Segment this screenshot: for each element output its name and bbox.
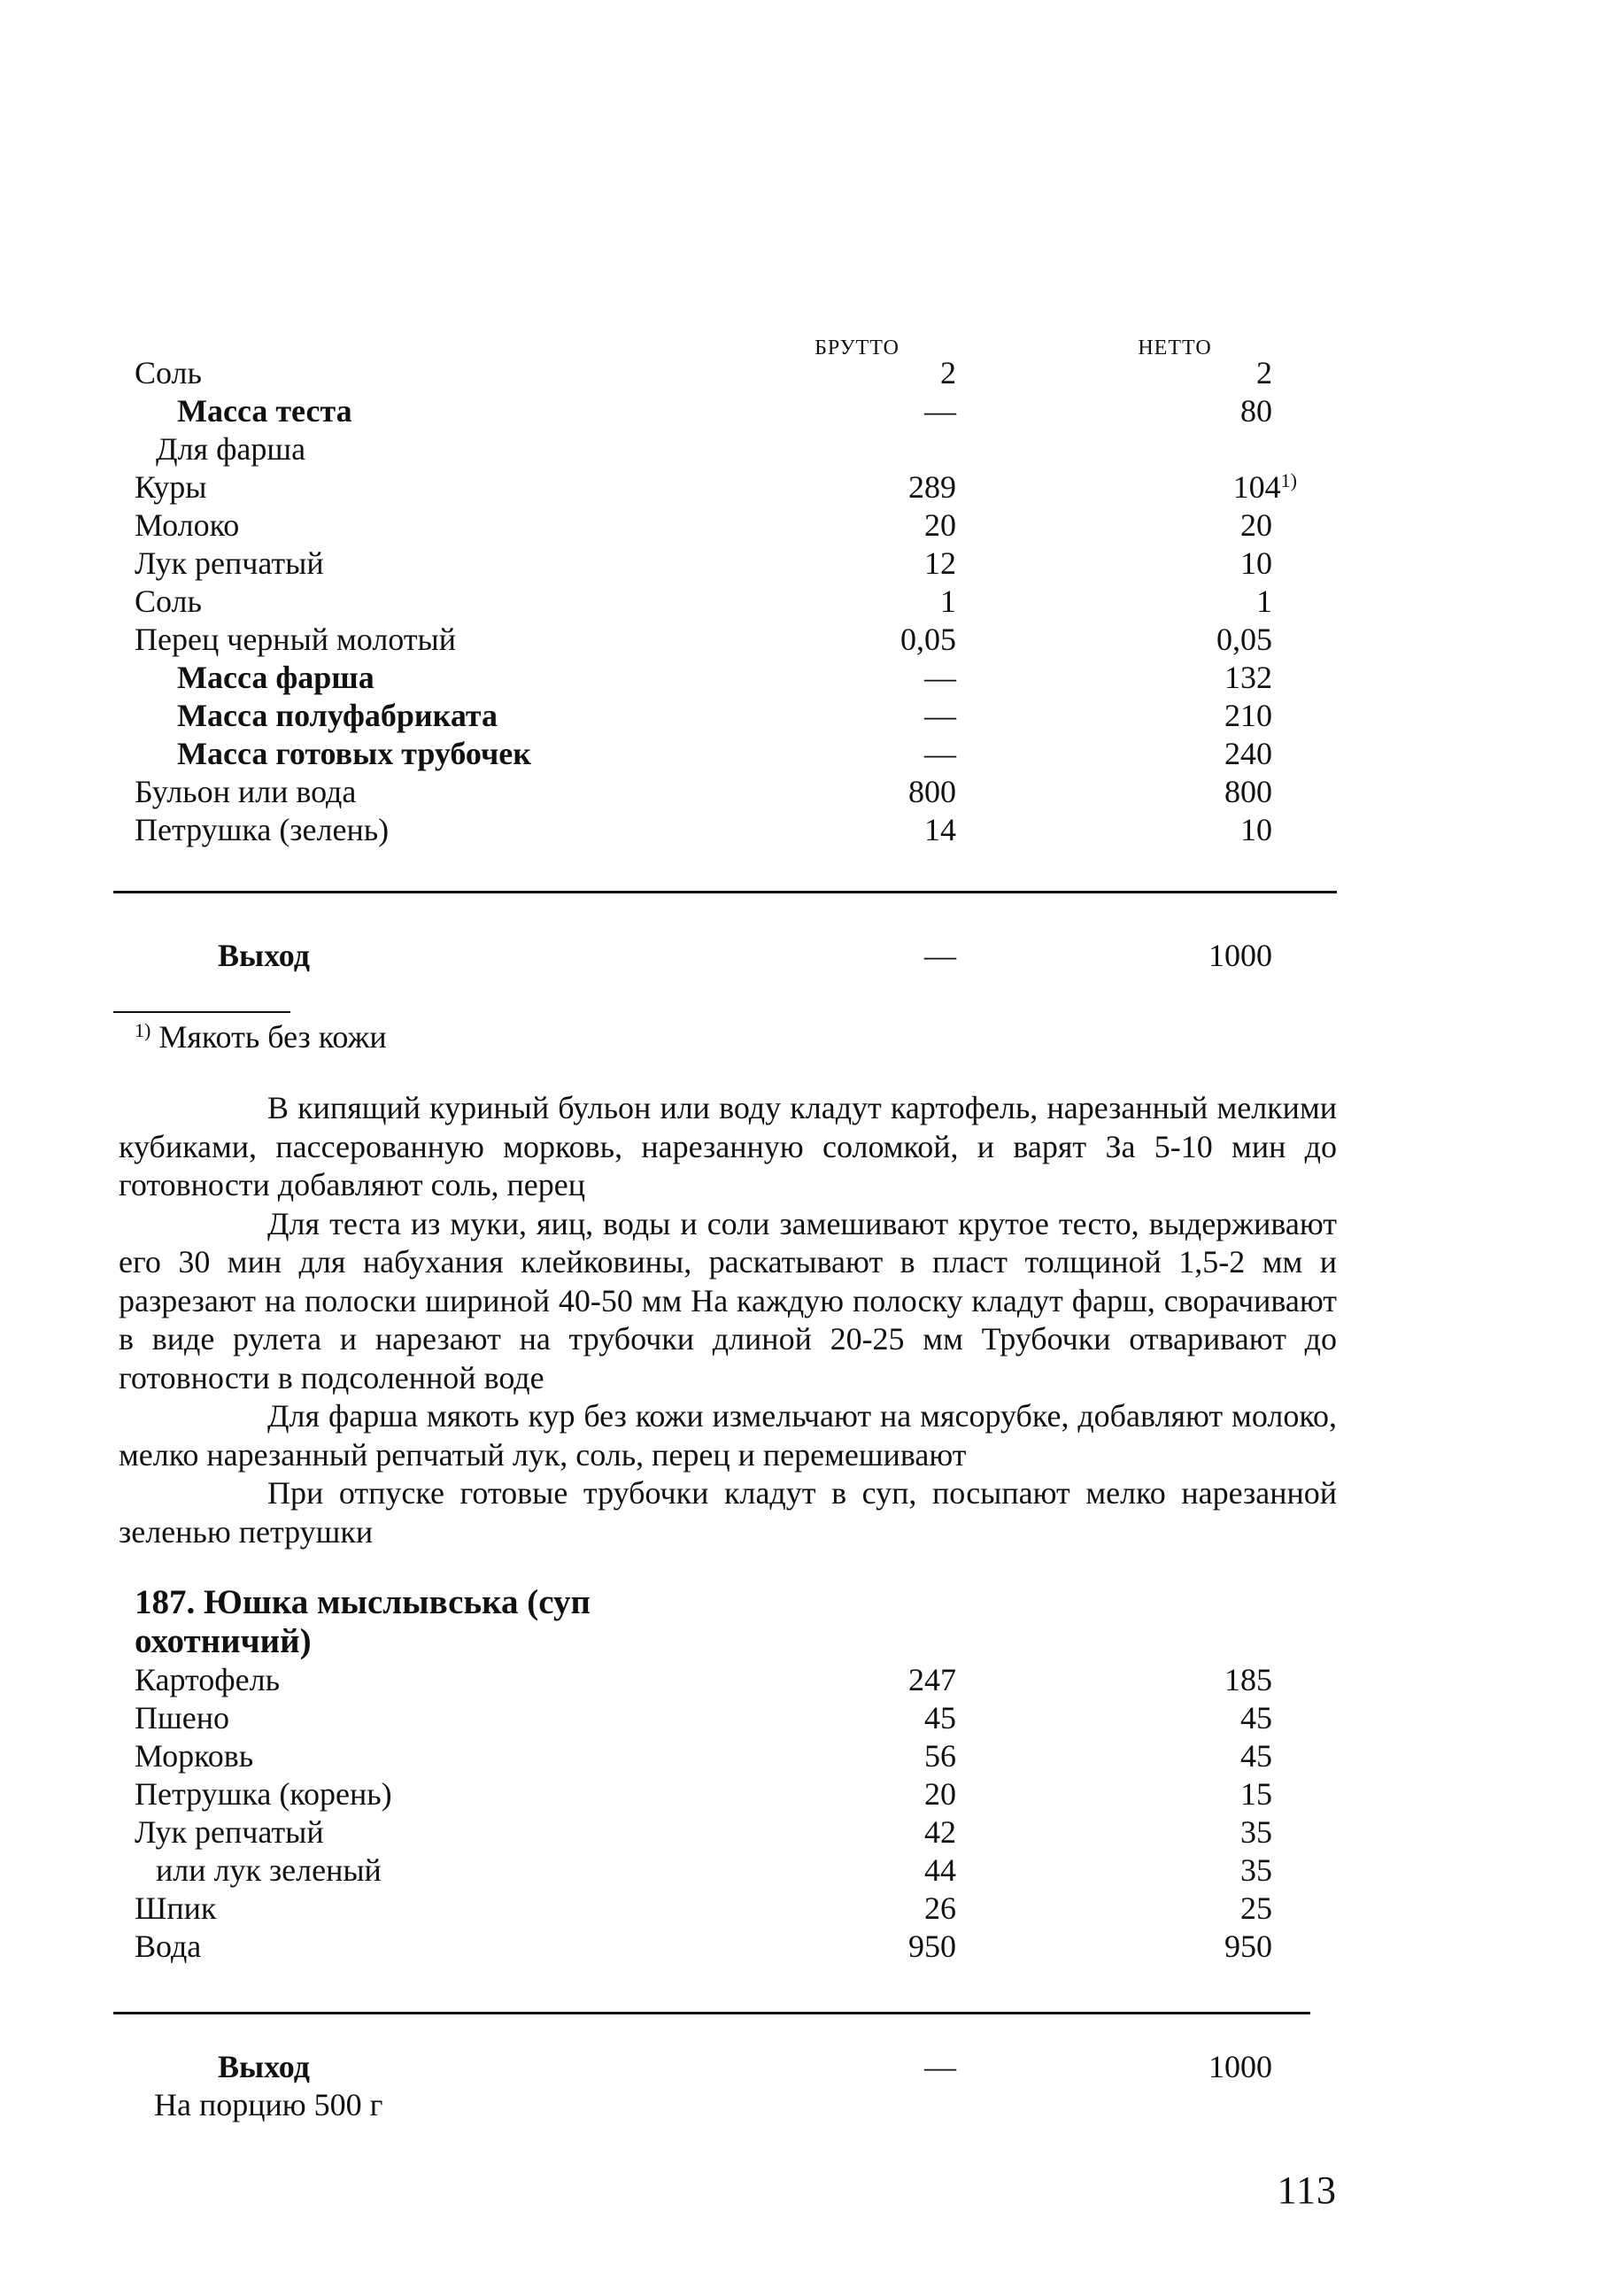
brutto-value: 0,05 [900, 622, 956, 657]
netto-number: 35 [1240, 1852, 1272, 1888]
netto-value [1139, 583, 1272, 621]
ingredient-name: Бульон или вода [135, 774, 357, 809]
netto-number: 45 [1240, 1738, 1272, 1774]
brutto-value: 45 [924, 1700, 956, 1736]
netto-value [1139, 1813, 1272, 1851]
netto-value [1139, 545, 1272, 583]
table-row [135, 1775, 1272, 1813]
paragraph: Для теста из муки, яиц, воды и соли замешивают крутое тесто, выдерживают его 30 мин для набухания клейковины, раскатывают в пласт толщиной 1,5-2 мм и разрезают на полоски шириной 40-50 мм На каждую полоску кладут фарш, сворачивают в виде рулета и нарезают на трубочки длиной 20-25 мм Трубочки отваривают до готовности в подсоленной воде [119, 1205, 1337, 1395]
brutto-value: 800 [908, 774, 956, 809]
netto-value [1139, 621, 1272, 659]
page-number: 113 [1277, 2168, 1337, 2212]
table-row [135, 1890, 1272, 1928]
table-row [135, 697, 1272, 735]
netto-value [1139, 354, 1272, 392]
netto-value [1139, 1737, 1272, 1775]
brutto-value: — [924, 660, 956, 695]
netto-number: 35 [1240, 1814, 1272, 1850]
ingredient-name: Соль [135, 584, 202, 619]
netto-value [1139, 468, 1297, 506]
output-label: Выход [218, 2049, 310, 2084]
ingredient-name: Лук репчатый [135, 545, 324, 581]
netto-value [1139, 735, 1272, 773]
netto-value [1139, 697, 1272, 735]
ingredient-name: Масса полуфабриката [177, 698, 498, 733]
table-row [135, 430, 1241, 468]
table-row [135, 621, 1272, 659]
table-row [135, 1813, 1272, 1851]
table-row [135, 659, 1272, 697]
netto-value [1139, 1661, 1272, 1699]
ingredient-name: Молоко [135, 507, 240, 543]
table-divider [113, 2012, 1310, 2014]
netto-value [1139, 1851, 1272, 1890]
column-headers [0, 329, 1606, 359]
brutto-value: 247 [908, 1662, 956, 1697]
table-row [135, 506, 1272, 545]
table-row [135, 545, 1272, 583]
footnote-divider [113, 1011, 290, 1013]
footnote-mark: 1) [1280, 469, 1297, 491]
table-row [135, 811, 1272, 849]
brutto-value: 20 [924, 1776, 956, 1812]
netto-number: 15 [1240, 1776, 1272, 1812]
ingredient-name: Петрушка (зелень) [135, 812, 390, 847]
output-brutto: — [924, 938, 956, 973]
table-row [135, 1699, 1272, 1737]
brutto-value: 56 [924, 1738, 956, 1774]
brutto-value: 26 [924, 1890, 956, 1926]
table-row [135, 1851, 1272, 1890]
ingredient-name: Шпик [135, 1890, 217, 1926]
brutto-value: 2 [940, 355, 956, 390]
ingredient-name: Петрушка (корень) [135, 1776, 392, 1812]
netto-value [1139, 392, 1272, 430]
brutto-value: 42 [924, 1814, 956, 1850]
netto-value [1139, 1775, 1272, 1813]
brutto-value: — [924, 698, 956, 733]
netto-number: 185 [1224, 1662, 1272, 1697]
brutto-value: 44 [924, 1852, 956, 1888]
table-row [135, 354, 1272, 392]
ingredient-name: Картофель [135, 1662, 280, 1697]
brutto-value: 289 [908, 469, 956, 505]
paragraph: Для фарша мякоть кур без кожи измельчают на мясорубке, добавляют молоко, мелко нарезанный репчатый лук, соль, перец и перемешивают [119, 1398, 1337, 1473]
netto-header: НЕТТО [1138, 336, 1212, 359]
table-row [135, 1661, 1272, 1699]
netto-number: 80 [1240, 393, 1272, 429]
ingredient-name: Куры [135, 469, 207, 505]
ingredient-name: или лук зеленый [156, 1852, 382, 1888]
netto-value [1139, 773, 1272, 811]
table-divider [113, 891, 1337, 893]
brutto-value: — [924, 736, 956, 771]
netto-number: 20 [1240, 507, 1272, 543]
ingredient-name: Лук репчатый [135, 1814, 324, 1850]
brutto-value: — [924, 393, 956, 429]
netto-number: 25 [1240, 1890, 1272, 1926]
table-row [135, 1928, 1272, 1966]
brutto-value: 950 [908, 1929, 956, 1964]
netto-number: 0,05 [1216, 622, 1272, 657]
output-label: Выход [218, 938, 310, 973]
netto-value [1139, 1699, 1272, 1737]
brutto-value: 12 [924, 545, 956, 581]
footnote-text: Мякоть без кожи [158, 1019, 387, 1055]
brutto-header: БРУТТО [815, 336, 900, 359]
ingredient-name: Масса теста [177, 393, 352, 429]
table-row [135, 735, 1272, 773]
ingredients-table-1 [135, 354, 1297, 849]
netto-number: 210 [1224, 698, 1272, 733]
output-brutto: — [924, 2049, 956, 2084]
ingredient-name: Масса готовых трубочек [177, 736, 532, 771]
netto-number: 10 [1240, 812, 1272, 847]
portion-note: На порцию 500 г [154, 2087, 383, 2122]
netto-number: 132 [1224, 660, 1272, 695]
table-row [135, 392, 1272, 430]
table-row [135, 773, 1272, 811]
ingredient-name: Соль [135, 355, 202, 390]
netto-value [1139, 811, 1272, 849]
footnote [135, 1018, 387, 1056]
netto-value [1139, 1928, 1272, 1966]
netto-value [1139, 506, 1272, 545]
ingredient-name: Масса фарша [177, 660, 374, 695]
ingredient-name: Пшено [135, 1700, 229, 1736]
netto-number: 104 [1232, 469, 1281, 505]
ingredient-name: Морковь [135, 1738, 254, 1774]
netto-number: 45 [1240, 1700, 1272, 1736]
netto-number: 800 [1224, 774, 1272, 809]
brutto-value: 20 [924, 507, 956, 543]
output-row-2 [135, 2048, 1272, 2086]
table-row [135, 1737, 1272, 1775]
netto-number: 950 [1224, 1929, 1272, 1964]
ingredient-name: Для фарша [156, 431, 306, 467]
netto-value [1139, 659, 1272, 697]
output-netto: 1000 [1208, 938, 1272, 973]
table-row [135, 583, 1272, 621]
ingredient-name: Вода [135, 1929, 202, 1964]
output-row-1 [135, 937, 1272, 975]
netto-number: 1 [1256, 584, 1272, 619]
table-row [135, 468, 1297, 506]
paragraph: В кипящий куриный бульон или воду кладут картофель, нарезанный мелкими кубиками, пассерованную морковь, нарезанную соломкой, и варят За 5-10 мин до готовности добавляют соль, перец [119, 1090, 1337, 1202]
netto-number: 10 [1240, 545, 1272, 581]
netto-number: 240 [1224, 736, 1272, 771]
ingredient-name: Перец черный молотый [135, 622, 457, 657]
footnote-mark: 1) [135, 1019, 151, 1041]
paragraph: При отпуске готовые трубочки кладут в суп, посыпают мелко нарезанной зеленью петрушки [119, 1475, 1337, 1550]
ingredients-table-2 [135, 1661, 1272, 1966]
netto-value [1139, 1890, 1272, 1928]
recipe-instructions [119, 1089, 1337, 1551]
netto-number: 2 [1256, 355, 1272, 390]
brutto-value: 14 [924, 812, 956, 847]
output-netto: 1000 [1208, 2049, 1272, 2084]
brutto-value: 1 [940, 584, 956, 619]
recipe-title: 187. Юшка мыслывська (суп охотничий) [135, 1583, 591, 1660]
